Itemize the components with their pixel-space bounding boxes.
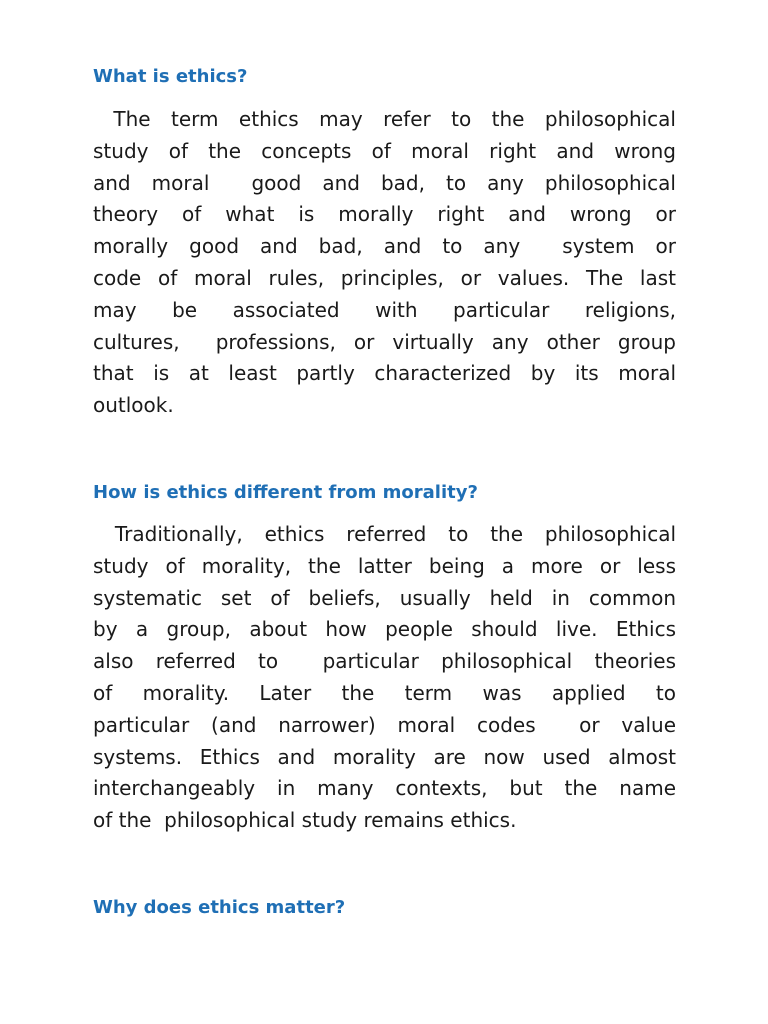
- paragraph-line: of morality. Later the term was applied to: [93, 680, 676, 705]
- section-heading-what-is-ethics: What is ethics?: [93, 66, 248, 87]
- paragraph-line: and moral good and bad, to any philosophical: [93, 170, 676, 195]
- paragraph-line: code of moral rules, principles, or values. The last: [93, 265, 676, 290]
- paragraph-line: Traditionally, ethics referred to the philosophical: [93, 522, 676, 546]
- section-paragraph-what-is-ethics: [93, 104, 676, 422]
- paragraph-line: morally good and bad, and to any system or: [93, 234, 676, 259]
- paragraph-line: study of morality, the latter being a more or less: [93, 553, 676, 578]
- paragraph-line: of the philosophical study remains ethics.: [93, 808, 517, 833]
- paragraph-line: systematic set of beliefs, usually held in common: [93, 585, 676, 610]
- paragraph-line: theory of what is morally right and wrong or: [93, 202, 676, 227]
- paragraph-line: interchangeably in many contexts, but the name: [93, 776, 676, 801]
- section-heading-why-ethics-matters: Why does ethics matter?: [93, 897, 346, 918]
- paragraph-line: systems. Ethics and morality are now used almost: [93, 744, 676, 769]
- paragraph-line: particular (and narrower) moral codes or value: [93, 712, 676, 737]
- paragraph-line: by a group, about how people should live. Ethics: [93, 617, 676, 642]
- paragraph-line: that is at least partly characterized by its moral: [93, 361, 676, 386]
- paragraph-line: study of the concepts of moral right and wrong: [93, 138, 676, 163]
- paragraph-line: also referred to particular philosophical theories: [93, 649, 676, 674]
- paragraph-line: cultures, professions, or virtually any other group: [93, 329, 676, 354]
- paragraph-line: The term ethics may refer to the philosophical: [93, 107, 676, 131]
- section-heading-ethics-vs-morality: How is ethics different from morality?: [93, 482, 478, 503]
- paragraph-line: outlook.: [93, 393, 174, 418]
- paragraph-line: may be associated with particular religions,: [93, 297, 676, 322]
- section-paragraph-ethics-vs-morality: [93, 519, 676, 837]
